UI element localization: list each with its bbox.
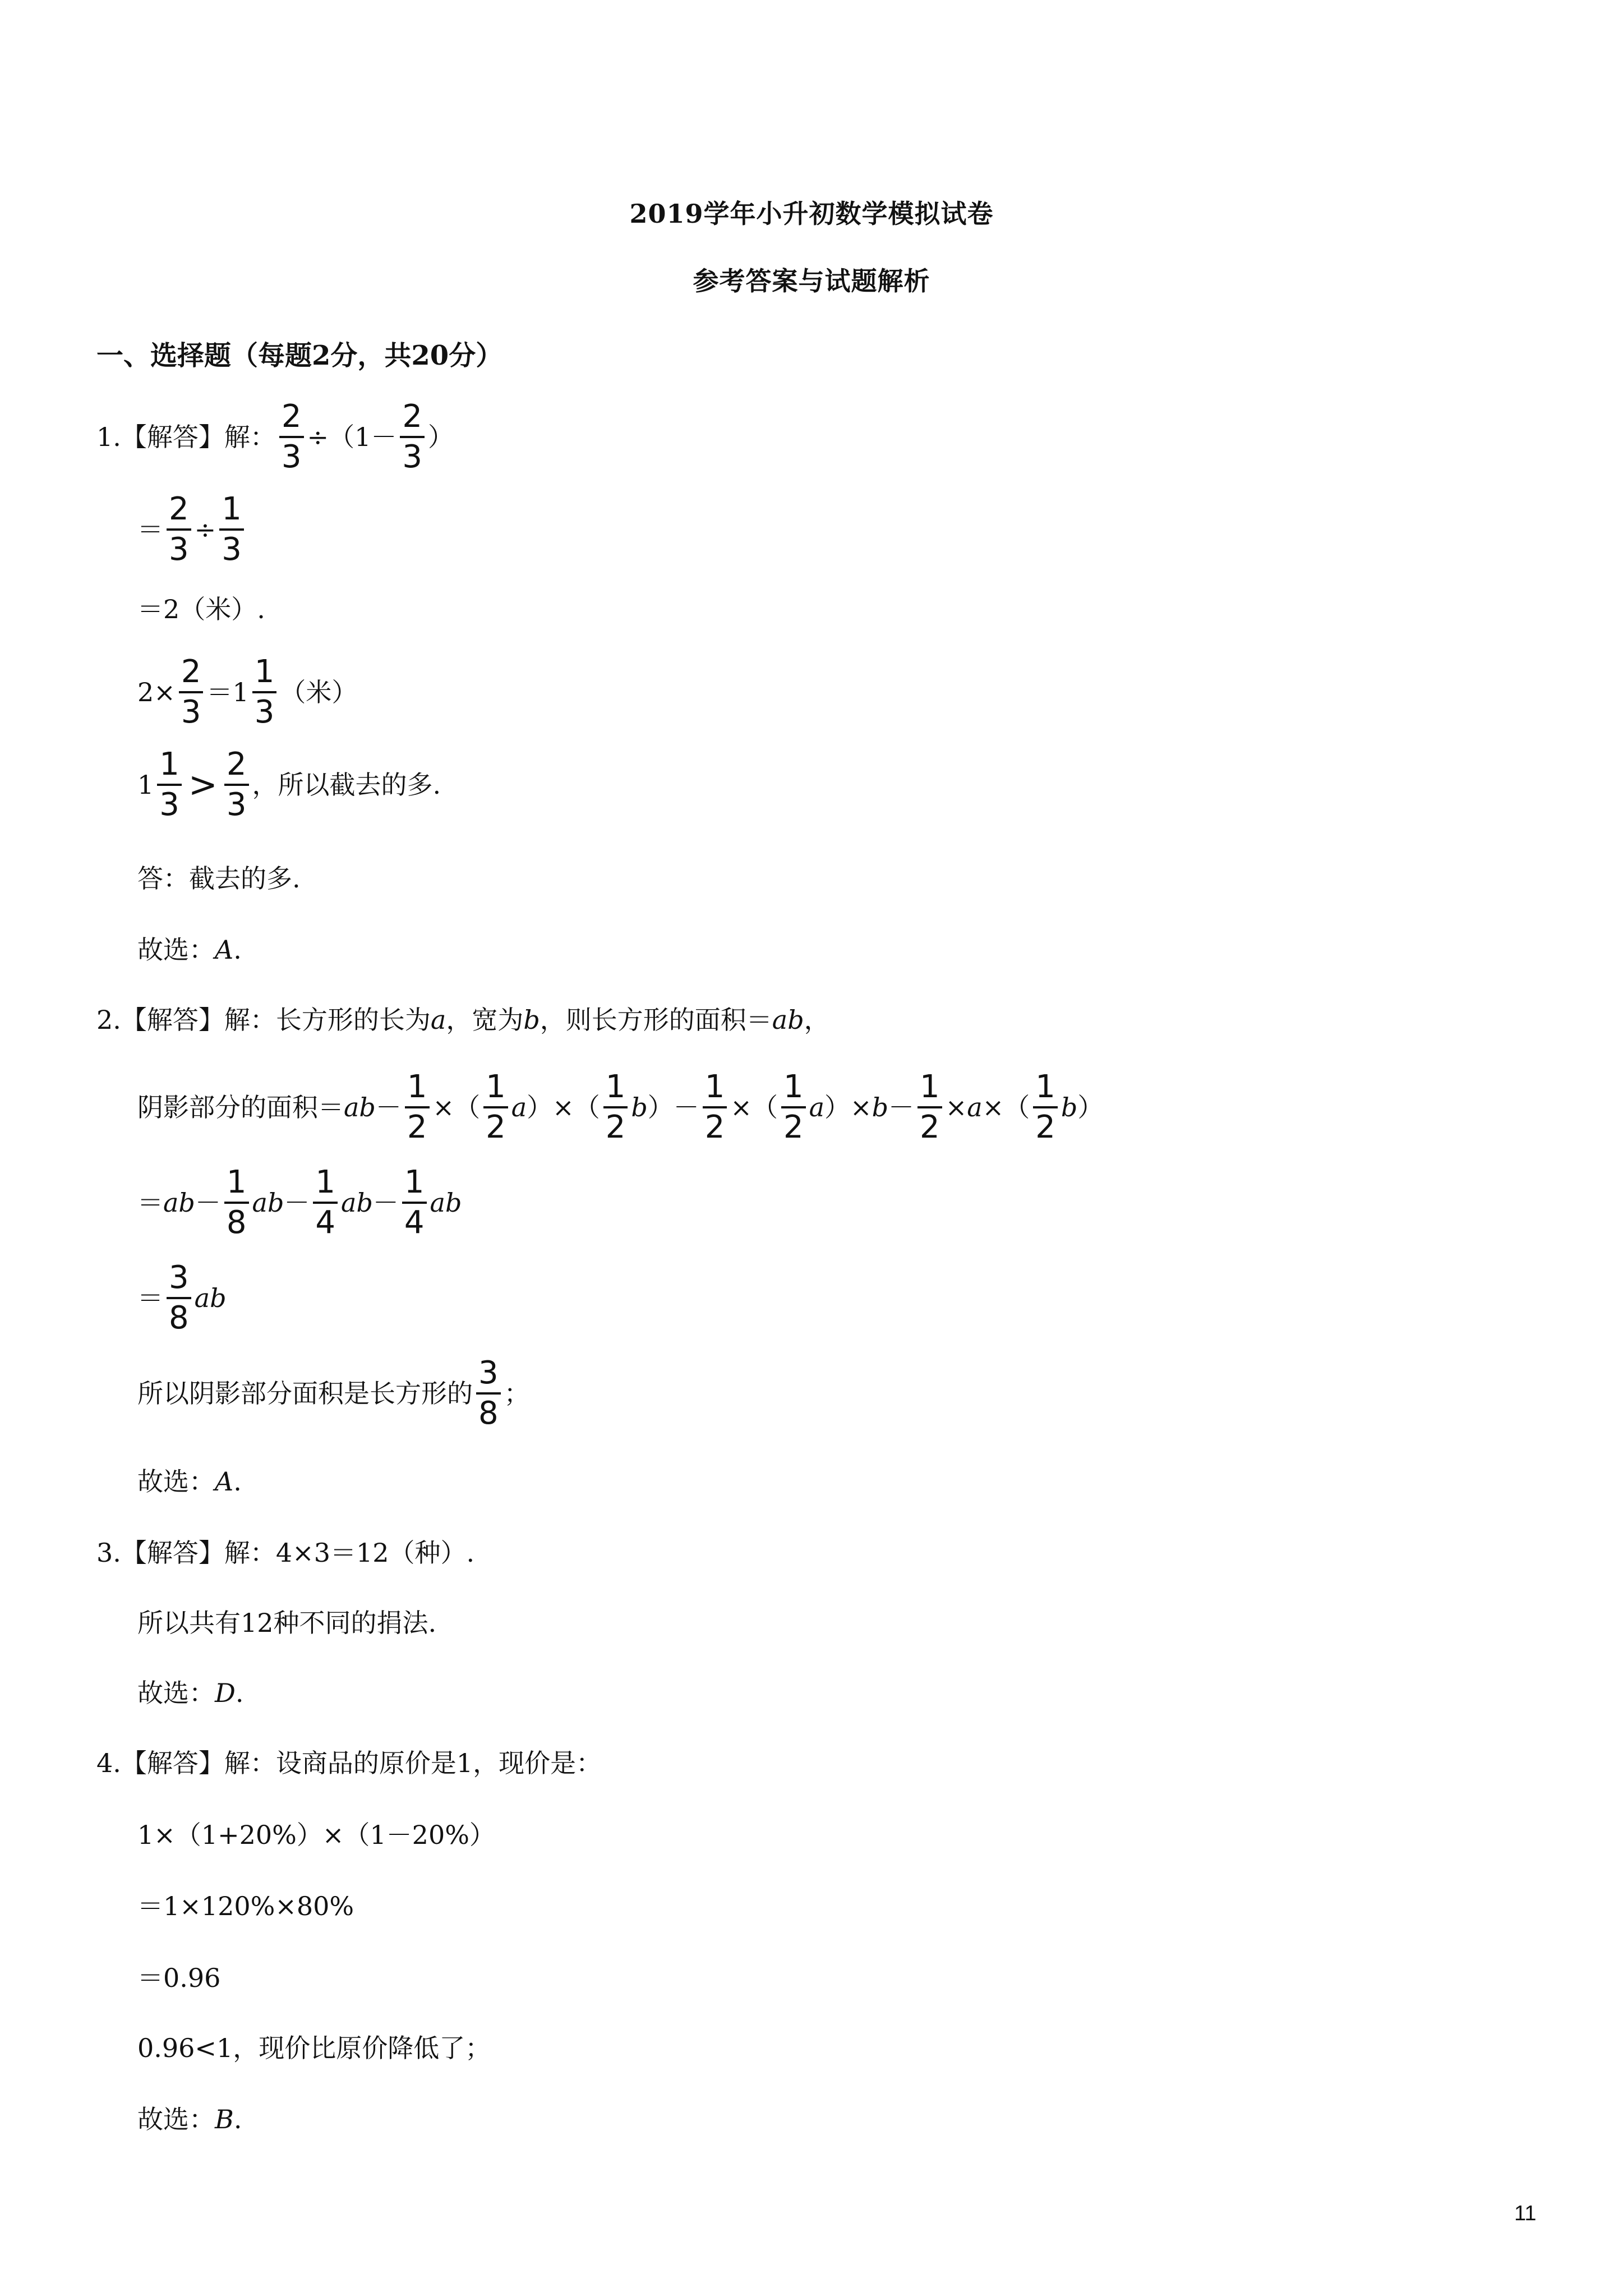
- q4-line-5: 0.96<1，现价比原价降低了；: [137, 2033, 491, 2063]
- fraction: $\frac{2}{3}$: [179, 656, 204, 728]
- q2-line-2: 阴影部分的面积＝ ab － $\frac{1}{2}$ × （ $\frac{1}{2}$ a ） × （ $\frac{1}{2}$ b ） － $\frac{1}{2}$ × （ $\frac{1}{2}$ a ） × b － $\frac{1}{2}$ × a × （ $\frac{1}{2}$ b ）: [137, 1069, 1104, 1145]
- page-number: 11: [1514, 2202, 1537, 2225]
- fraction: $\frac{1}{3}$: [157, 749, 182, 821]
- fraction: $\frac{1}{2}$: [703, 1071, 727, 1143]
- q3-line-2: 所以共有12种不同的捐法.: [137, 1608, 437, 1638]
- fraction: $\frac{1}{3}$: [252, 656, 277, 728]
- q2-line-1: 2.【解答】解：长方形的长为 a ，宽为 b ，则长方形的面积＝ ab ，: [96, 1005, 830, 1035]
- page-subtitle: 参考答案与试题解析: [693, 266, 930, 296]
- fraction: $\frac{1}{2}$: [483, 1071, 508, 1143]
- fraction: $\frac{1}{4}$: [402, 1167, 427, 1239]
- fraction: $\frac{2}{3}$: [167, 494, 191, 565]
- fraction: $\frac{1}{3}$: [219, 494, 244, 565]
- fraction: $\frac{1}{2}$: [781, 1071, 806, 1143]
- q1-answer: 答：截去的多.: [137, 863, 301, 894]
- q2-line-5: 所以阴影部分面积是长方形的 $\frac{3}{8}$ ；: [137, 1355, 530, 1432]
- fraction: $\frac{2}{3}$: [224, 749, 249, 821]
- q2-choice: 故选： A .: [137, 1466, 242, 1497]
- fraction: $\frac{2}{3}$: [279, 401, 304, 473]
- q4-line-4: ＝0.96: [137, 1963, 221, 1993]
- fraction: $\frac{1}{2}$: [1033, 1071, 1058, 1143]
- q3-line-1: 3.【解答】解：4×3＝12（种）.: [96, 1538, 475, 1568]
- fraction: $\frac{1}{8}$: [224, 1167, 249, 1239]
- fraction: $\frac{1}{2}$: [405, 1071, 430, 1143]
- section-heading: 一、选择题（每题2分，共20分）: [96, 340, 503, 371]
- q1-line-2: ＝ $\frac{2}{3}$ ÷ $\frac{1}{3}$: [137, 494, 247, 565]
- fraction: $\frac{3}{8}$: [476, 1358, 501, 1429]
- q1-line-1: 1.【解答】解： $\frac{2}{3}$ ÷（1－ $\frac{2}{3}$ ）: [96, 398, 454, 475]
- q2-line-3: ＝ ab － $\frac{1}{8}$ ab － $\frac{1}{4}$ ab － $\frac{1}{4}$ ab: [137, 1164, 462, 1241]
- fraction: $\frac{1}{2}$: [917, 1071, 942, 1143]
- q4-line-1: 4.【解答】解：设商品的原价是1，现价是：: [96, 1748, 602, 1778]
- q1-line-3: ＝2（米）.: [137, 594, 265, 624]
- page-title: 2019学年小升初数学模拟试卷: [629, 199, 994, 229]
- q4-line-2: 1×（1+20%）×（1－20%）: [137, 1820, 495, 1850]
- q1-line-4: 2× $\frac{2}{3}$ ＝1 $\frac{1}{3}$ （米）: [137, 654, 358, 730]
- fraction: $\frac{2}{3}$: [400, 401, 425, 473]
- fraction: $\frac{1}{2}$: [603, 1071, 628, 1143]
- q3-choice: 故选： D .: [137, 1678, 244, 1708]
- q1-choice: 故选： A .: [137, 935, 242, 965]
- q4-line-3: ＝1×120%×80%: [137, 1891, 354, 1921]
- q1-line-5: 1 $\frac{1}{3}$ > $\frac{2}{3}$ ，所以截去的多.: [137, 746, 441, 823]
- q4-choice: 故选： B .: [137, 2104, 242, 2134]
- fraction: $\frac{1}{4}$: [313, 1167, 338, 1239]
- fraction: $\frac{3}{8}$: [167, 1262, 191, 1334]
- q2-line-4: ＝ $\frac{3}{8}$ ab: [137, 1259, 227, 1336]
